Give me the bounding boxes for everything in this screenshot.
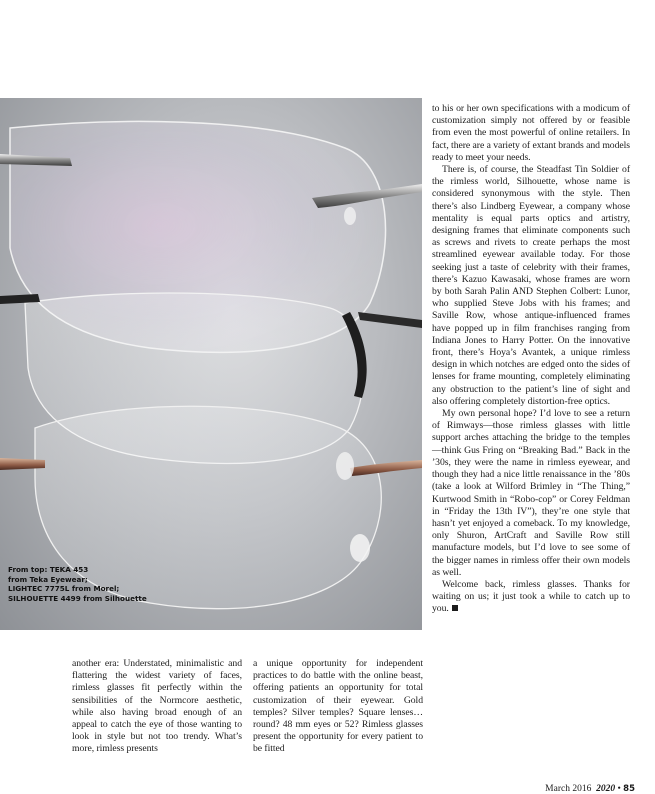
page-number: 85 xyxy=(623,784,635,794)
article-paragraph: to his or her own specifications with a modicum of customization simply not offered by or feasible from even the most powerful of online retailers. In fact, there are a variety of extant brands and models ready to meet your needs. xyxy=(432,103,631,163)
caption-line: LIGHTEC 7775L from Morel; xyxy=(8,584,120,594)
issue-date: March 2016 xyxy=(545,784,592,794)
folio-separator: • xyxy=(617,784,621,794)
article-paragraph: There is, of course, the Steadfast Tin Soldier of the rimless world, Silhouette, whose name is considered synonymous with the style. Then there’s also Lindberg Eyewear, a company whose mentality is equal parts optics and artistry, designing frames that eliminate components such as screws and rivets to create perhaps the most streamlined eyewear available today. For those seeking just a taste of celebrity with their frames, there’s Kazuo Kawasaki, whose frames are worn by both Sarah Palin AND Stephen Colbert: Lunor, who supplied Steve Jobs with his frames; and Saville Row, whose antique-influenced frames have popped up in film franchises ranging from Indiana Jones to Harry Potter. On the innovative front, there’s Hoya’s Avantek, a unique rimless design in which notches are edged onto the sides of lenses for frame mounting, completely eliminating any obstruction to the patient’s line of sight and also offering completely distortion-free optics. xyxy=(432,164,630,407)
article-column-bottom-left xyxy=(72,658,242,756)
final-paragraph-text: Welcome back, rimless glasses. Thanks for waiting on us; it just took a while to catch up to you. xyxy=(432,578,630,615)
end-of-article-mark xyxy=(452,605,458,611)
eyewear-photo xyxy=(0,98,422,630)
article-column-right xyxy=(432,103,630,616)
article-paragraph: My own personal hope? I’d love to see a return of Rimways—those rimless glasses with little support arches attaching the bridge to the temples—think Gus Fring on “Breaking Bad.” Back in the ’30s, they were the name in rimless eyewear, and though they had a nice little renaissance in the ’80s (take a look at Wilford Brimley in “The Thing,” Kurtwood Smith in “Robo-cop” or Corey Feldman in “Friday the 13th IV”), they’re one style that hasn’t yet enjoyed a comeback. To my knowledge, only Shuron, ArtCraft and Saville Row still manufacture models, but I’d love to see some of the bigger names in rimless offer their own models as well. xyxy=(432,408,630,578)
article-column-bottom-middle xyxy=(253,658,423,756)
article-paragraph: another era: Understated, minimalistic and flattering the widest variety of faces, rimless glasses fit perfectly within the sensibilities of the Normcore aesthetic, while also having broad enough of an appeal to catch the eye of those wanting to look in style but not too trendy. What’s more, rimless presents xyxy=(72,658,242,755)
rimless-glasses-illustration xyxy=(0,98,422,630)
article-paragraph-final xyxy=(432,579,630,616)
photo-caption xyxy=(8,565,268,603)
caption-line: from Teka Eyewear; xyxy=(8,574,88,584)
article-paragraph: a unique opportunity for independent practices to do battle with the online beast, offering patients an opportunity for total customization of their eyewear. Gold temples? Silver temples? Square lenses… round? 48 mm eyes or 52? Rimless glasses present the opportunity for every patient to be fitted xyxy=(253,658,423,755)
caption-line: SILHOUETTE 4499 from Silhouette xyxy=(8,593,147,603)
caption-line: From top: TEKA 453 xyxy=(8,565,89,574)
page-folio xyxy=(505,784,635,794)
magazine-name: 2020 xyxy=(596,784,616,794)
